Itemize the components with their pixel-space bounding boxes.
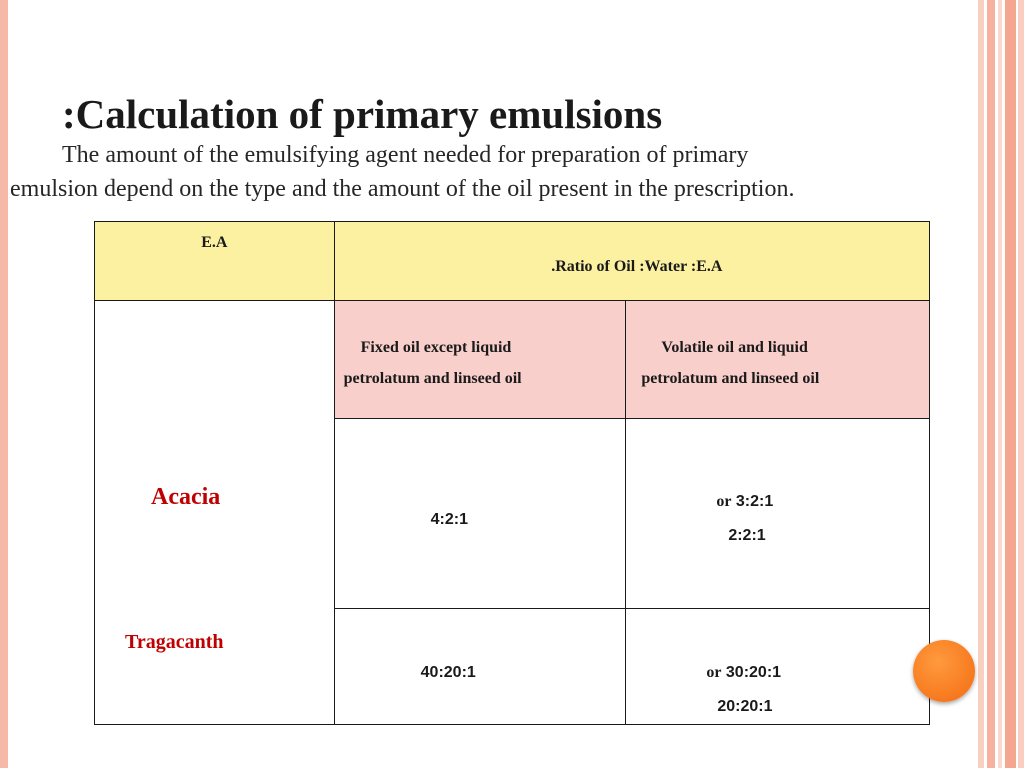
- tragacanth-volatile-cell: [626, 609, 930, 725]
- tragacanth-fixed-cell: [334, 609, 626, 725]
- volatile-oil-line-2: petrolatum and linseed oil: [641, 370, 820, 387]
- acacia-fixed-ratio: 4:2:1: [430, 511, 469, 528]
- acacia-or-label: or: [716, 493, 732, 510]
- fixed-oil-line-1: Fixed oil except liquid: [360, 339, 512, 356]
- acacia-fixed-cell: [334, 419, 626, 609]
- agent-names-cell: [95, 301, 335, 725]
- subtitle-line-1: The amount of the emulsifying agent needed for preparation of primary: [62, 142, 749, 168]
- agent-acacia: Acacia: [151, 484, 221, 510]
- left-border-decoration: [0, 0, 8, 768]
- header-ea-label: E.A: [201, 234, 228, 251]
- orange-circle-decoration: [913, 640, 975, 702]
- tragacanth-volatile-ratio-2: 20:20:1: [717, 698, 773, 715]
- slide-title: :Calculation of primary emulsions: [62, 91, 663, 137]
- table-header-row: [95, 222, 930, 301]
- acacia-volatile-cell: [626, 419, 930, 609]
- header-ratio-cell: [334, 222, 929, 301]
- tragacanth-volatile-ratio-1: 30:20:1: [725, 664, 782, 681]
- fixed-oil-header: [334, 301, 626, 419]
- ratio-table: [94, 221, 930, 725]
- tragacanth-or-label: or: [706, 664, 722, 681]
- agent-tragacanth: Tragacanth: [125, 631, 224, 653]
- volatile-oil-header: [626, 301, 930, 419]
- subtitle-line-2: emulsion depend on the type and the amount of the oil present in the prescription.: [10, 176, 795, 202]
- volatile-oil-line-1: Volatile oil and liquid: [661, 339, 808, 356]
- tragacanth-fixed-ratio: 40:20:1: [420, 664, 476, 681]
- acacia-volatile-ratio-2: 2:2:1: [728, 527, 766, 544]
- right-stripe-decoration: [978, 0, 1024, 768]
- slide-subtitle: [10, 138, 960, 206]
- header-ea-cell: [95, 222, 335, 301]
- acacia-volatile-ratio-1: 3:2:1: [735, 493, 774, 510]
- fixed-oil-line-2: petrolatum and linseed oil: [343, 370, 522, 387]
- oil-type-row: [95, 301, 930, 419]
- header-ratio-label: .Ratio of Oil :Water :E.A: [551, 258, 723, 275]
